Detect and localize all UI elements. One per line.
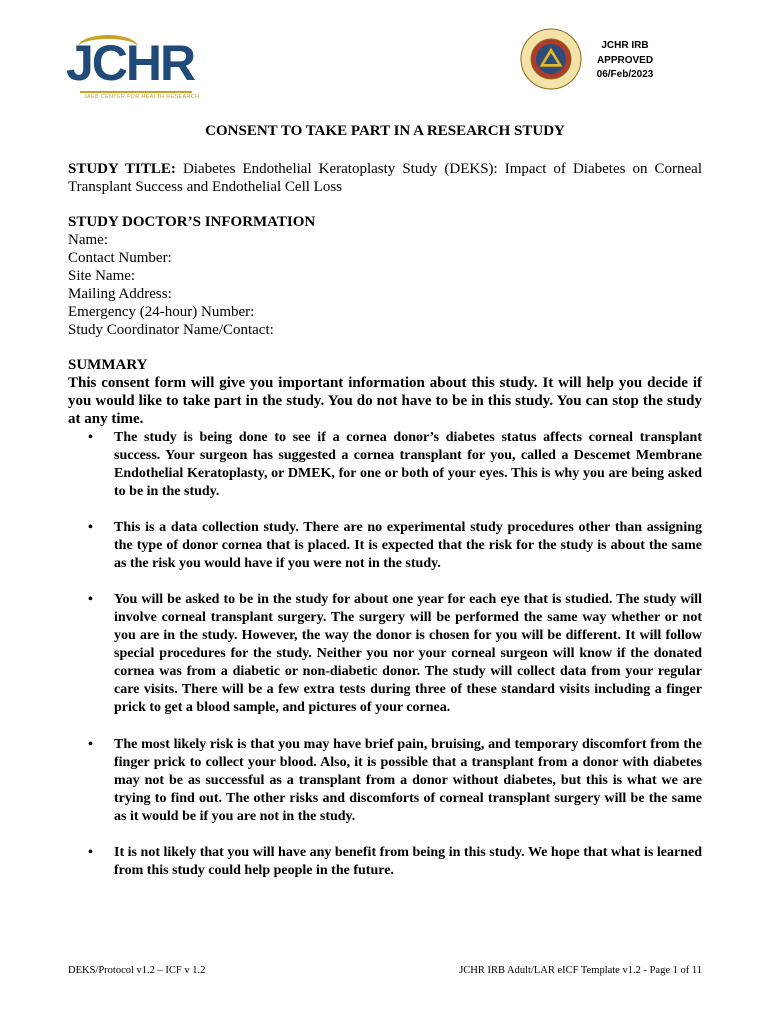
doctor-info-field: Study Coordinator Name/Contact:	[68, 322, 274, 338]
bullet-glyph: •	[88, 592, 93, 607]
doctor-info-field: Site Name:	[68, 268, 136, 284]
summary-bullet	[68, 844, 702, 880]
summary-section	[68, 356, 702, 428]
bullet-text: This is a data collection study. There are no experimental study procedures other than assigning the type of donor cornea that is placed. It is expected that the risk for the study is about the same as the risk you would have if you were not in the study.	[114, 520, 702, 571]
bullet-text: The most likely risk is that you may have brief pain, bruising, and temporary discomfort from the finger prick to collect your blood. Also, it is possible that a transplant from a donor with diabetes may not be as successful as a transplant from a donor without diabetes, but this is what we are trying to find out. The other risks and discomforts of corneal transplant surgery will be the same as it would be if you are not in the study.	[114, 737, 702, 824]
summary-bullet	[68, 591, 702, 717]
jchr-logo	[66, 33, 200, 103]
summary-bullet	[68, 519, 702, 573]
summary-heading: SUMMARY	[68, 357, 148, 373]
document-title: CONSENT TO TAKE PART IN A RESEARCH STUDY	[205, 123, 565, 139]
doctor-info-field: Name:	[68, 232, 108, 248]
bullet-glyph: •	[88, 520, 93, 535]
summary-intro: This consent form will give you important information about this study. It will help you decide if you would like to take part in the study. You do not have to be in this study. You can stop the study at any time.	[68, 375, 702, 427]
bullet-text: It is not likely that you will have any benefit from being in this study. We hope that what is learned from this study could help people in the future.	[114, 845, 702, 878]
logo-subtitle: JAEB CENTER FOR HEALTH RESEARCH	[84, 94, 200, 100]
footer-page-number: JCHR IRB Adult/LAR eICF Template v1.2 - Page 1 of 11	[459, 965, 702, 976]
logo-text: JCHR	[66, 35, 195, 91]
study-title-text: Diabetes Endothelial Keratoplasty Study (DEKS): Impact of Diabetes on Corneal Transplant Success and Endothelial Cell Loss	[68, 161, 702, 195]
approval-date: 06/Feb/2023	[596, 69, 654, 80]
summary-bullet	[68, 736, 702, 826]
study-title-label: STUDY TITLE:	[68, 161, 176, 177]
approval-line-1: JCHR IRB	[601, 40, 649, 51]
doctor-info-heading: STUDY DOCTOR’S INFORMATION	[68, 214, 316, 230]
logo-rule	[80, 91, 192, 93]
irb-seal-icon	[520, 28, 582, 90]
bullet-text: You will be asked to be in the study for about one year for each eye that is studied. The study will involve corneal transplant surgery. The surgery will be performed the same way whether or not you are in the study. However, the way the donor is chosen for you will be different. It will follow special procedures for the study. Neither you nor your corneal surgeon will know if the donated cornea was from a diabetic or non-diabetic donor. The study will collect data from your regular care visits. There will be a few extra tests during three of these standard visits including a finger prick to get a blood sample, and pictures of your cornea.	[114, 592, 702, 715]
bullet-text: The study is being done to see if a cornea donor’s diabetes status affects corneal transplant success. Your surgeon has suggested a cornea transplant for you, called a Descemet Membrane Endothelial Keratoplasty, or DMEK, for one or both of your eyes. This is why you are being asked to be in the study.	[114, 430, 702, 499]
bullet-glyph: •	[88, 737, 93, 752]
summary-bullet	[68, 429, 702, 501]
doctor-info-section	[68, 213, 702, 339]
study-title-section	[68, 160, 702, 196]
bullet-glyph: •	[88, 845, 93, 860]
doctor-info-field: Mailing Address:	[68, 286, 172, 302]
approval-line-2: APPROVED	[596, 54, 654, 66]
doctor-info-field: Emergency (24-hour) Number:	[68, 304, 255, 320]
footer-protocol-version: DEKS/Protocol v1.2 – ICF v 1.2	[68, 965, 206, 976]
bullet-glyph: •	[88, 430, 93, 445]
irb-approval-stamp	[590, 39, 660, 83]
doctor-info-field: Contact Number:	[68, 250, 172, 266]
